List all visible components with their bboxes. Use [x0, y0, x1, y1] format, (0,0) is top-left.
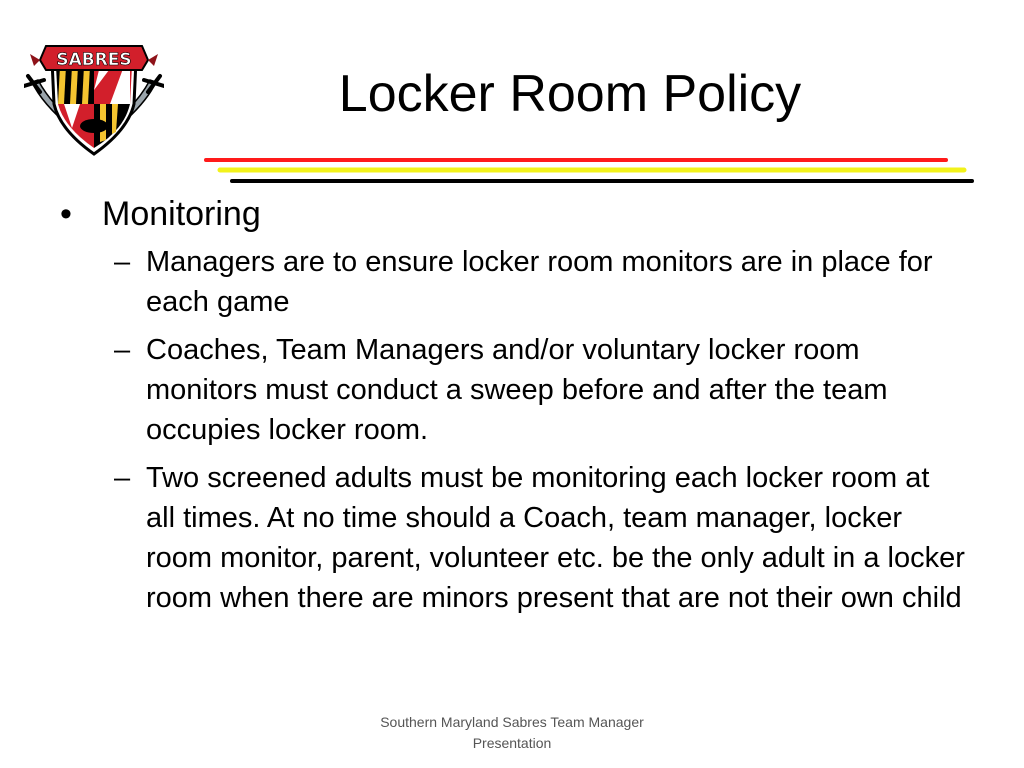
sabres-logo-icon: [24, 30, 164, 160]
dash-marker: –: [114, 462, 131, 494]
slide-footer: [342, 712, 682, 754]
dash-marker: –: [114, 334, 131, 366]
title-underline-rules: [200, 150, 980, 190]
logo-shield: [52, 60, 136, 154]
puck-icon: [80, 119, 108, 133]
footer-line-1: Southern Maryland Sabres Team Manager: [380, 714, 644, 730]
bullet-heading-text: Monitoring: [102, 195, 261, 233]
logo-text: SABRES: [56, 50, 132, 70]
sub-bullet-item: [114, 458, 966, 618]
sabres-logo-graphic: [24, 30, 164, 160]
sub-bullet-list: [114, 242, 965, 618]
underline-graphic: [200, 150, 980, 190]
sub-bullet-item: [114, 242, 966, 322]
sub-bullet-item: [114, 330, 966, 450]
bullet-dot: •: [60, 195, 72, 233]
page-title: Locker Room Policy: [338, 65, 802, 123]
sub-bullet-text: Coaches, Team Managers and/or voluntary locker room monitors must conduct a sweep before and after the team occupies locker room.: [146, 334, 888, 446]
footer-line-2: Presentation: [472, 735, 552, 751]
logo-banner: [30, 46, 158, 70]
dash-marker: –: [114, 246, 131, 278]
slide-body: [60, 192, 965, 626]
sub-bullet-text: Two screened adults must be monitoring each locker room at all times. At no time should a Coach, team manager, locker room monitor, parent, volunteer etc. be the only adult in a locker room when there are minors present that are not their own child: [146, 462, 965, 614]
sub-bullet-text: Managers are to ensure locker room monitors are in place for each game: [146, 246, 933, 318]
bullet-monitoring: [60, 192, 960, 236]
